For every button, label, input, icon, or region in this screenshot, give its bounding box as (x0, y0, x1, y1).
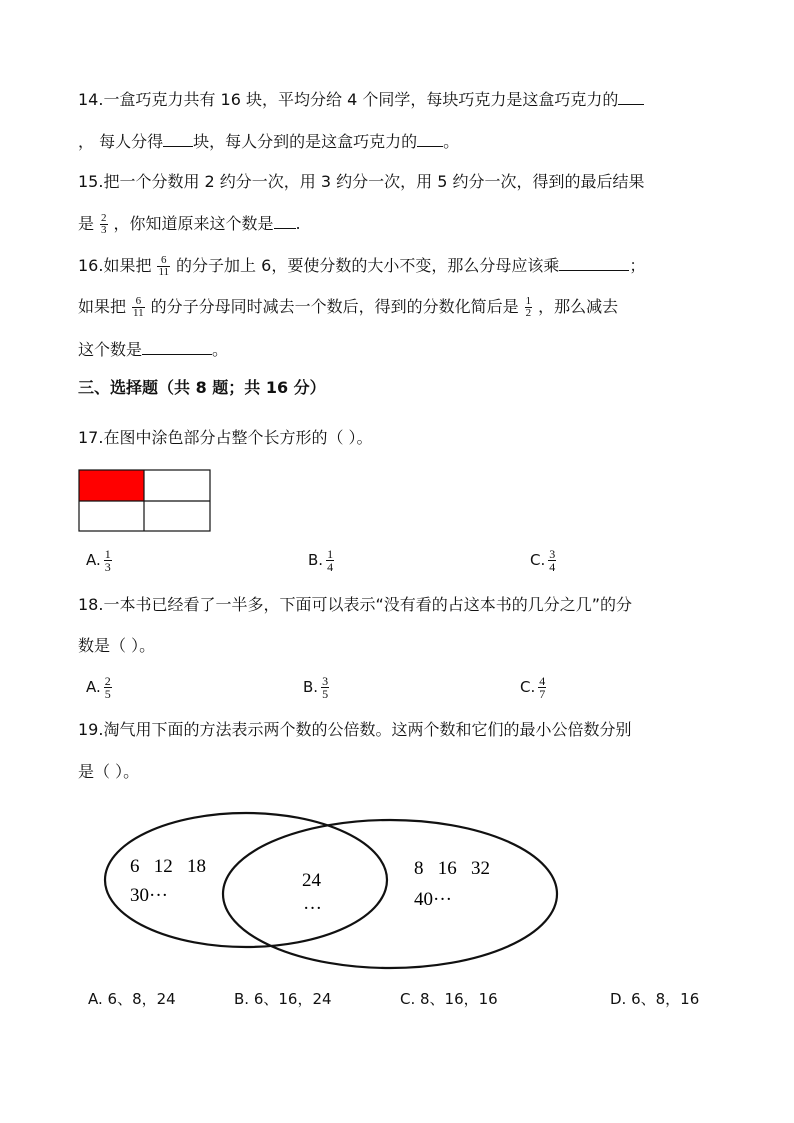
q17-option-c[interactable] (530, 548, 562, 573)
q16-line1 (78, 254, 645, 278)
venn-right-ellipse (223, 820, 557, 968)
q18-option-b[interactable] (303, 675, 335, 700)
fraction-denominator: 11 (158, 266, 170, 278)
q16-text-3b: 。 (212, 340, 229, 359)
option-fraction (326, 548, 334, 573)
fraction-denominator: 5 (322, 687, 329, 701)
option-fraction (104, 675, 112, 700)
q15-line2 (78, 212, 301, 236)
q17-text: 17.在图中涂色部分占整个长方形的（ ）。 (78, 428, 373, 447)
q18-option-c[interactable] (520, 675, 552, 700)
option-letter: C. (520, 678, 536, 696)
fraction-numerator: 6 (135, 295, 142, 307)
fraction-numerator: 6 (161, 254, 167, 266)
fraction-denominator: 5 (104, 687, 111, 701)
venn-center-row1: 24 (302, 870, 321, 891)
q16-text-1c: ； (629, 256, 646, 275)
fraction-numerator: 2 (104, 674, 111, 688)
option-letter: B. (308, 551, 324, 569)
q18-line2: 数是（ ）。 (78, 636, 156, 655)
q16-line3 (78, 338, 228, 360)
q16-fraction-2 (132, 296, 145, 319)
venn-left-row1: 6 12 18 (130, 856, 206, 877)
q15-line1 (78, 172, 645, 192)
q14-text-2c: 。 (443, 132, 460, 151)
venn-right-row1: 8 16 32 (414, 858, 490, 879)
q17-option-a[interactable] (86, 548, 118, 573)
section-heading: 三、选择题（共 8 题；共 16 分） (78, 378, 326, 397)
q15-text-2c: . (295, 214, 301, 233)
q19-option-a[interactable]: A. 6、8，24 (88, 990, 176, 1008)
q16-fraction-3 (525, 296, 533, 319)
option-letter: C. (530, 551, 546, 569)
q15-text: 15.把一个分数用 2 约分一次，用 3 约分一次，用 5 约分一次，得到的最后结果 (78, 172, 645, 191)
venn-right-row2: 40··· (414, 889, 452, 910)
option-letter: B. (303, 678, 319, 696)
q14-text: 14.一盒巧克力共有 16 块，平均分给 4 个同学，每块巧克力是这盒巧克力的 (78, 90, 619, 109)
q15-text-2b: ，你知道原来这个数是 (113, 214, 274, 233)
fraction-denominator: 4 (327, 560, 334, 574)
q19-option-b[interactable]: B. 6、16，24 (234, 990, 332, 1008)
fraction-numerator: 1 (525, 295, 532, 307)
fraction-denominator: 3 (101, 224, 107, 236)
fraction-numerator: 3 (549, 547, 556, 561)
q15-text-2a: 是 (78, 214, 95, 233)
fraction-denominator: 11 (133, 307, 144, 319)
q16-text-1b: 的分子加上 6，要使分数的大小不变，那么分母应该乘 (176, 256, 560, 275)
fraction-numerator: 1 (104, 547, 111, 561)
q16-blank-1[interactable] (559, 254, 629, 271)
q16-text-2c: ，那么减去 (538, 297, 619, 316)
q14-blank-2[interactable] (163, 130, 193, 147)
q14-text-2b: 块，每人分到的是这盒巧克力的 (193, 132, 418, 151)
venn-center-row2: ··· (303, 898, 322, 919)
q16-text-2b: 的分子分母同时减去一个数后，得到的分数化简后是 (150, 297, 519, 316)
fraction-numerator: 2 (101, 212, 107, 224)
q14-blank-1[interactable] (618, 88, 644, 105)
q16-blank-2[interactable] (142, 338, 212, 355)
fraction-denominator: 4 (549, 560, 556, 574)
q14-blank-3[interactable] (417, 130, 443, 147)
q19-venn-diagram (100, 808, 570, 970)
option-fraction (538, 675, 546, 700)
q17-option-b[interactable] (308, 548, 340, 573)
shaded-cell (79, 470, 144, 501)
fraction-numerator: 4 (539, 674, 546, 688)
q19-line2: 是（ ）。 (78, 762, 140, 781)
fraction-denominator: 2 (525, 307, 532, 319)
q15-fraction (100, 213, 108, 236)
fraction-denominator: 7 (539, 687, 546, 701)
q16-line2 (78, 296, 618, 319)
option-letter: A. (86, 551, 101, 569)
venn-left-ellipse (105, 813, 387, 947)
fraction-numerator: 1 (327, 547, 334, 561)
q17-rectangle-figure (78, 469, 212, 533)
q19-option-c[interactable]: C. 8、16，16 (400, 990, 498, 1008)
q16-fraction-1 (157, 255, 170, 278)
q16-text-2a: 如果把 (78, 297, 127, 316)
q16-text-1a: 16.如果把 (78, 256, 152, 275)
fraction-numerator: 3 (322, 674, 329, 688)
q14-line2 (78, 130, 459, 152)
q14-text-2a: ， 每人分得 (78, 132, 164, 151)
q14-line1 (78, 88, 644, 110)
fraction-denominator: 3 (104, 560, 111, 574)
q19-option-d[interactable]: D. 6、8，16 (610, 990, 700, 1008)
q15-blank[interactable] (274, 212, 296, 229)
option-fraction (321, 675, 329, 700)
q19-line1: 19.淘气用下面的方法表示两个数的公倍数。这两个数和它们的最小公倍数分别 (78, 720, 632, 739)
q18-option-a[interactable] (86, 675, 118, 700)
q18-line1: 18.一本书已经看了一半多，下面可以表示“没有看的占这本书的几分之几”的分 (78, 595, 633, 614)
option-fraction (104, 548, 112, 573)
option-fraction (548, 548, 556, 573)
option-letter: A. (86, 678, 101, 696)
venn-left-row2: 30··· (130, 885, 168, 906)
q16-text-3a: 这个数是 (78, 340, 143, 359)
